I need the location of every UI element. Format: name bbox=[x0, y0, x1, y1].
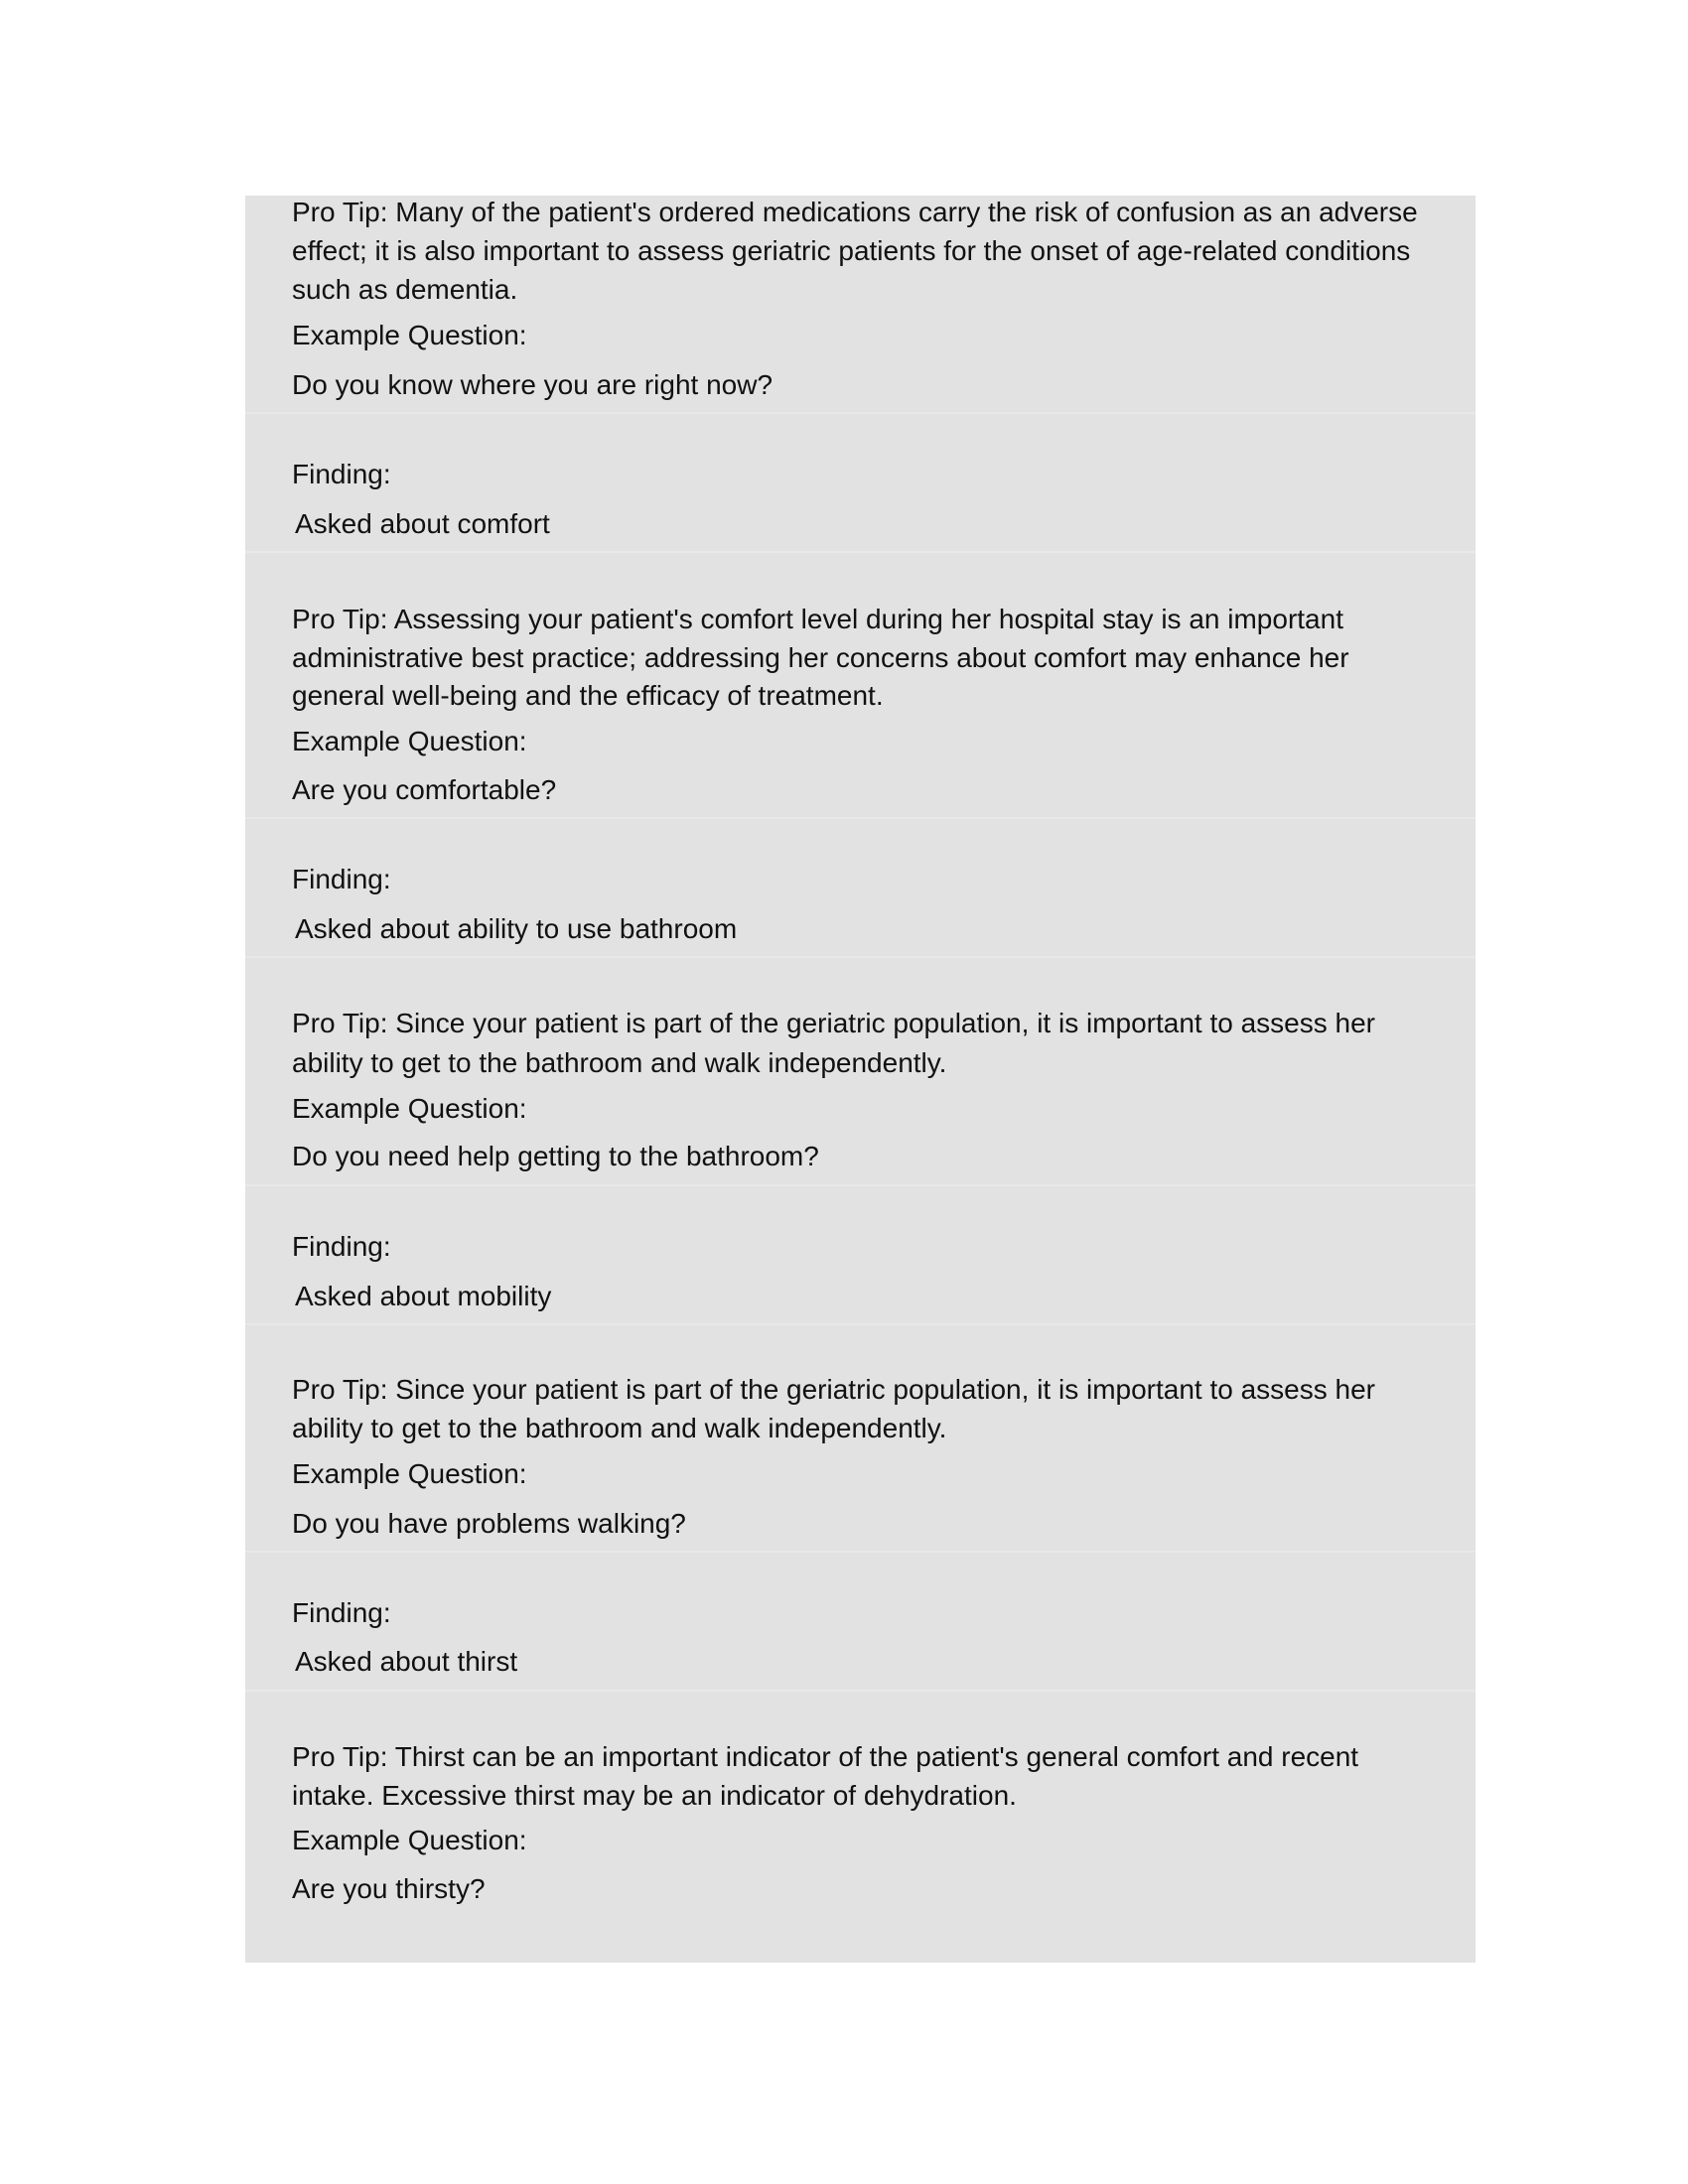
pro-tip-text: Pro Tip: Many of the patient's ordered medications carry the risk of confusion as an adverse bbox=[292, 197, 1418, 227]
example-question-label: Example Question: bbox=[292, 320, 527, 350]
finding-label: Finding: bbox=[292, 1597, 391, 1628]
finding-text: Asked about mobility bbox=[295, 1281, 552, 1311]
pro-tip-text: administrative best practice; addressing her concerns about comfort may enhance her bbox=[292, 642, 1349, 673]
divider bbox=[245, 551, 1476, 553]
example-question-label: Example Question: bbox=[292, 1458, 527, 1489]
example-question: Do you have problems walking? bbox=[292, 1508, 686, 1539]
example-question-label: Example Question: bbox=[292, 1093, 527, 1124]
pro-tip-text: Pro Tip: Since your patient is part of the geriatric population, it is important to assess her bbox=[292, 1008, 1375, 1038]
pro-tip-text: ability to get to the bathroom and walk independently. bbox=[292, 1047, 947, 1078]
example-question: Are you comfortable? bbox=[292, 774, 557, 805]
example-question-label: Example Question: bbox=[292, 1825, 527, 1855]
finding-text: Asked about comfort bbox=[295, 508, 550, 539]
pro-tip-text: such as dementia. bbox=[292, 274, 518, 305]
pro-tip-text: ability to get to the bathroom and walk independently. bbox=[292, 1413, 947, 1443]
pro-tip-text: effect; it is also important to assess geriatric patients for the onset of age-related conditions bbox=[292, 235, 1411, 266]
example-question: Do you know where you are right now? bbox=[292, 369, 774, 400]
finding-text: Asked about thirst bbox=[295, 1646, 518, 1677]
divider bbox=[245, 1551, 1476, 1553]
pro-tip-text: Pro Tip: Thirst can be an important indicator of the patient's general comfort and recent bbox=[292, 1741, 1359, 1772]
example-question-label: Example Question: bbox=[292, 726, 527, 756]
pro-tip-text: intake. Excessive thirst may be an indicator of dehydration. bbox=[292, 1780, 1017, 1811]
divider bbox=[245, 817, 1476, 819]
divider bbox=[245, 1184, 1476, 1186]
pro-tip-text: Pro Tip: Assessing your patient's comfort level during her hospital stay is an important bbox=[292, 604, 1343, 634]
pro-tip-text: Pro Tip: Since your patient is part of the geriatric population, it is important to assess her bbox=[292, 1374, 1375, 1405]
example-question: Do you need help getting to the bathroom? bbox=[292, 1141, 819, 1171]
finding-label: Finding: bbox=[292, 864, 391, 894]
finding-label: Finding: bbox=[292, 1231, 391, 1262]
pro-tip-text: general well-being and the efficacy of treatment. bbox=[292, 680, 884, 711]
divider bbox=[245, 412, 1476, 414]
divider bbox=[245, 1690, 1476, 1692]
example-question: Are you thirsty? bbox=[292, 1873, 486, 1904]
divider bbox=[245, 1323, 1476, 1325]
finding-label: Finding: bbox=[292, 459, 391, 489]
finding-text: Asked about ability to use bathroom bbox=[295, 913, 738, 944]
divider bbox=[245, 956, 1476, 958]
